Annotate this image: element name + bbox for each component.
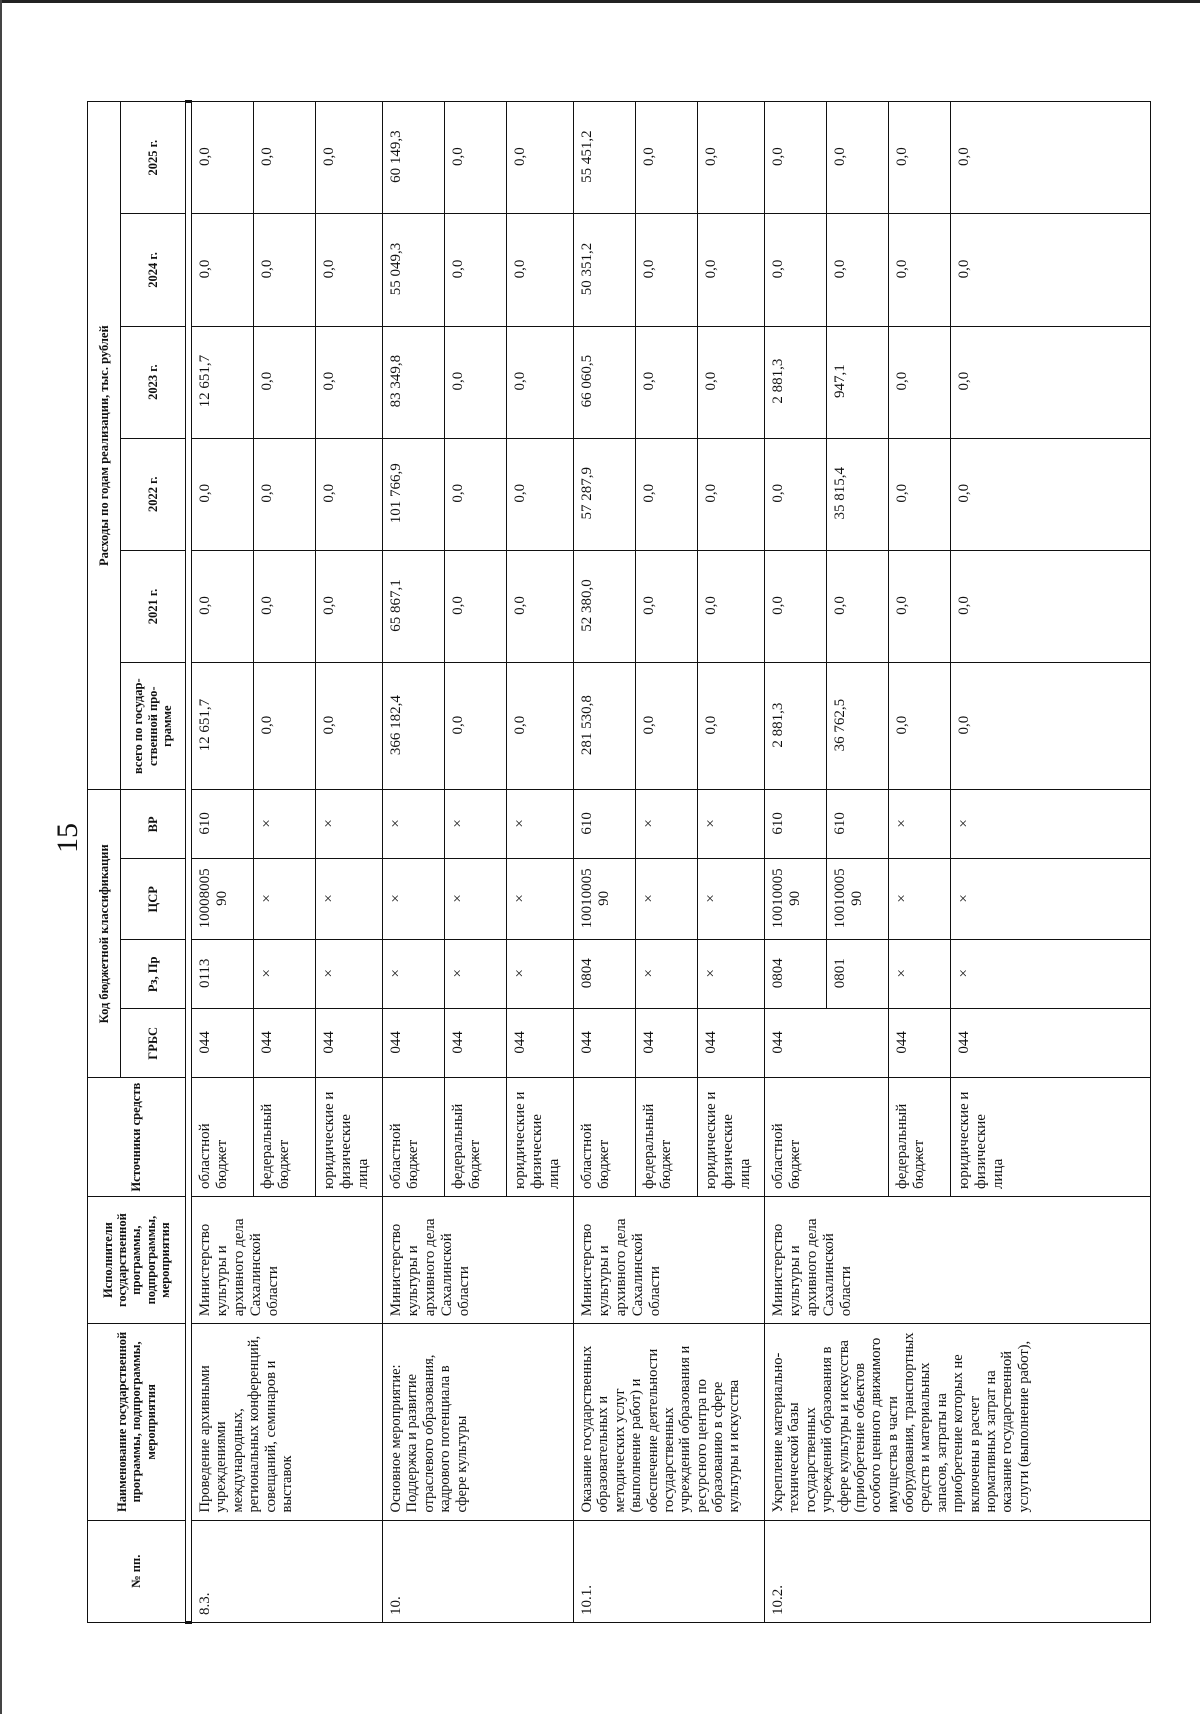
y2021-cell: 0,0: [698, 550, 765, 662]
y2023-cell: 0,0: [507, 326, 574, 438]
y2022-cell: 0,0: [507, 438, 574, 550]
rzpr-cell: 0801: [827, 940, 889, 1009]
row-source: областной бюджет: [574, 1078, 636, 1197]
col-executors-header: Исполнители государственной программы, подпрограммы, мероприятия: [88, 1196, 186, 1323]
y2021-cell: 0,0: [254, 550, 316, 662]
row-name: Проведение архивными учреждениями международных, региональных конференций, совещаний, семинаров и выставок: [192, 1324, 383, 1520]
y2023-cell: 66 060,5: [574, 326, 636, 438]
row-source: юридические и физические лица: [316, 1078, 383, 1197]
row-source: юридические и физические лица: [507, 1078, 574, 1197]
rzpr-cell: ×: [889, 940, 951, 1009]
vr-cell: 610: [192, 790, 254, 859]
scan-top-edge: [0, 0, 1200, 3]
y2023-cell: 0,0: [636, 326, 698, 438]
y2021-cell: 0,0: [636, 550, 698, 662]
row-name: Укрепление материально-технической базы государственных учреждений образования в сфере культуры и искусства (приобретение объектов особого ценного движимого имущества в части оборудования, транспортных средств и материальных запасов, затраты на приобретение которых не включены в расчет нормативных затрат на оказание государственной услуги (выполнение работ),: [765, 1324, 1151, 1520]
rzpr-cell: 0804: [765, 940, 827, 1009]
csr-cell: ×: [951, 859, 1151, 940]
row-executor: Министерство культуры и архивного дела Сахалинской области: [383, 1196, 574, 1323]
y2024-cell: 0,0: [254, 214, 316, 326]
y2023-cell: 0,0: [698, 326, 765, 438]
y2022-cell: 0,0: [254, 438, 316, 550]
y2024-cell: 0,0: [445, 214, 507, 326]
y2025-cell: 0,0: [507, 102, 574, 214]
total-cell: 0,0: [951, 663, 1151, 790]
csr-cell: 10010005 90: [827, 859, 889, 940]
y2024-cell: 0,0: [951, 214, 1151, 326]
y2022-cell: 0,0: [765, 438, 827, 550]
grbs-cell: 044: [254, 1009, 316, 1078]
table-row: [383, 102, 445, 1623]
csr-cell: ×: [507, 859, 574, 940]
y2023-cell: 0,0: [316, 326, 383, 438]
y2022-cell: 35 815,4: [827, 438, 889, 550]
grbs-cell: 044: [574, 1009, 636, 1078]
total-cell: 12 651,7: [192, 663, 254, 790]
col-csr-header: ЦСР: [121, 859, 186, 940]
csr-cell: 10008005 90: [192, 859, 254, 940]
y2024-cell: 55 049,3: [383, 214, 445, 326]
y2024-cell: 0,0: [507, 214, 574, 326]
row-executor: Министерство культуры и архивного дела Сахалинской области: [765, 1196, 1151, 1323]
grbs-cell: 044: [698, 1009, 765, 1078]
y2025-cell: 0,0: [951, 102, 1151, 214]
header-row-1: [88, 102, 121, 1623]
csr-cell: ×: [383, 859, 445, 940]
y2022-cell: 0,0: [636, 438, 698, 550]
y2023-cell: 0,0: [889, 326, 951, 438]
grbs-cell: 044: [316, 1009, 383, 1078]
y2021-cell: 0,0: [507, 550, 574, 662]
csr-cell: ×: [636, 859, 698, 940]
rzpr-cell: ×: [507, 940, 574, 1009]
col-rzpr-header: Рз, Пр: [121, 940, 186, 1009]
grbs-cell: 044: [507, 1009, 574, 1078]
y2023-cell: 2 881,3: [765, 326, 827, 438]
y2021-cell: 52 380,0: [574, 550, 636, 662]
row-source: областной бюджет: [765, 1078, 889, 1197]
y2021-cell: 0,0: [951, 550, 1151, 662]
y2023-cell: 83 349,8: [383, 326, 445, 438]
y2023-cell: 0,0: [254, 326, 316, 438]
total-cell: 0,0: [889, 663, 951, 790]
vr-cell: ×: [636, 790, 698, 859]
grbs-cell: 044: [636, 1009, 698, 1078]
vr-cell: ×: [951, 790, 1151, 859]
total-cell: 2 881,3: [765, 663, 827, 790]
y2021-cell: 0,0: [889, 550, 951, 662]
grbs-cell: 044: [192, 1009, 254, 1078]
y2025-cell: 0,0: [765, 102, 827, 214]
col-2021-header: 2021 г.: [121, 550, 186, 662]
col-2024-header: 2024 г.: [121, 214, 186, 326]
grbs-cell: 044: [889, 1009, 951, 1078]
y2021-cell: 65 867,1: [383, 550, 445, 662]
col-budget-code-header: Код бюджетной классификации: [88, 790, 121, 1078]
y2022-cell: 0,0: [316, 438, 383, 550]
vr-cell: 610: [574, 790, 636, 859]
row-num: 10.2.: [765, 1520, 1151, 1622]
y2025-cell: 0,0: [698, 102, 765, 214]
y2022-cell: 0,0: [889, 438, 951, 550]
grbs-cell: 044: [383, 1009, 445, 1078]
page-number: 15: [51, 823, 84, 853]
col-expenses-header: Расходы по годам реализации, тыс. рублей: [88, 102, 121, 790]
y2021-cell: 0,0: [316, 550, 383, 662]
y2023-cell: 0,0: [445, 326, 507, 438]
y2025-cell: 60 149,3: [383, 102, 445, 214]
vr-cell: ×: [507, 790, 574, 859]
y2025-cell: 0,0: [636, 102, 698, 214]
total-cell: 0,0: [445, 663, 507, 790]
y2023-cell: 0,0: [951, 326, 1151, 438]
row-executor: Министерство культуры и архивного дела Сахалинской области: [192, 1196, 383, 1323]
row-name: Основное мероприятие: Поддержка и развитие отраслевого образования, кадрового потенциала в сфере культуры: [383, 1324, 574, 1520]
y2024-cell: 0,0: [636, 214, 698, 326]
y2024-cell: 0,0: [316, 214, 383, 326]
y2025-cell: 0,0: [445, 102, 507, 214]
vr-cell: ×: [383, 790, 445, 859]
vr-cell: ×: [254, 790, 316, 859]
y2024-cell: 0,0: [827, 214, 889, 326]
csr-cell: ×: [889, 859, 951, 940]
rzpr-cell: ×: [698, 940, 765, 1009]
rzpr-cell: ×: [636, 940, 698, 1009]
csr-cell: 10010005 90: [765, 859, 827, 940]
budget-table: [87, 100, 1151, 1624]
grbs-cell: 044: [765, 1009, 889, 1078]
row-source: федеральный бюджет: [254, 1078, 316, 1197]
total-cell: 36 762,5: [827, 663, 889, 790]
row-num: 10.: [383, 1520, 574, 1622]
col-vr-header: ВР: [121, 790, 186, 859]
y2021-cell: 0,0: [192, 550, 254, 662]
scan-left-edge: [0, 0, 2, 1714]
y2024-cell: 0,0: [889, 214, 951, 326]
y2022-cell: 0,0: [445, 438, 507, 550]
col-name-header: Наименование государственной программы, подпрограммы, мероприятия: [88, 1324, 186, 1520]
row-num: 10.1.: [574, 1520, 765, 1622]
row-name: Оказание государственных образовательных и методических услуг (выполнение работ) и обеспечение деятельности государственных учреждений образования и ресурсного центра по образованию в сфере культуры и искусства: [574, 1324, 765, 1520]
row-source: федеральный бюджет: [445, 1078, 507, 1197]
col-2022-header: 2022 г.: [121, 438, 186, 550]
vr-cell: ×: [445, 790, 507, 859]
csr-cell: ×: [254, 859, 316, 940]
csr-cell: 10010005 90: [574, 859, 636, 940]
y2025-cell: 0,0: [192, 102, 254, 214]
y2024-cell: 0,0: [698, 214, 765, 326]
total-cell: 0,0: [698, 663, 765, 790]
col-sources-header: Источники средств: [88, 1078, 186, 1197]
y2021-cell: 0,0: [827, 550, 889, 662]
rzpr-cell: 0804: [574, 940, 636, 1009]
table-row: [574, 102, 636, 1623]
rzpr-cell: ×: [316, 940, 383, 1009]
total-cell: 0,0: [507, 663, 574, 790]
y2021-cell: 0,0: [765, 550, 827, 662]
vr-cell: ×: [889, 790, 951, 859]
y2024-cell: 0,0: [765, 214, 827, 326]
y2023-cell: 12 651,7: [192, 326, 254, 438]
y2022-cell: 57 287,9: [574, 438, 636, 550]
row-source: юридические и физические лица: [951, 1078, 1151, 1197]
y2022-cell: 101 766,9: [383, 438, 445, 550]
csr-cell: ×: [445, 859, 507, 940]
y2025-cell: 0,0: [254, 102, 316, 214]
rzpr-cell: ×: [383, 940, 445, 1009]
y2021-cell: 0,0: [445, 550, 507, 662]
row-source: юридические и физические лица: [698, 1078, 765, 1197]
y2022-cell: 0,0: [698, 438, 765, 550]
y2022-cell: 0,0: [951, 438, 1151, 550]
y2022-cell: 0,0: [192, 438, 254, 550]
y2025-cell: 55 451,2: [574, 102, 636, 214]
vr-cell: 610: [827, 790, 889, 859]
grbs-cell: 044: [951, 1009, 1151, 1078]
col-2025-header: 2025 г.: [121, 102, 186, 214]
rzpr-cell: 0113: [192, 940, 254, 1009]
rzpr-cell: ×: [445, 940, 507, 1009]
col-num-header: № пп.: [88, 1520, 186, 1622]
total-cell: 366 182,4: [383, 663, 445, 790]
table-row: [192, 102, 254, 1623]
row-num: 8.3.: [192, 1520, 383, 1622]
total-cell: 0,0: [254, 663, 316, 790]
grbs-cell: 044: [445, 1009, 507, 1078]
row-source: областной бюджет: [383, 1078, 445, 1197]
y2025-cell: 0,0: [889, 102, 951, 214]
row-source: федеральный бюджет: [889, 1078, 951, 1197]
vr-cell: ×: [316, 790, 383, 859]
y2023-cell: 947,1: [827, 326, 889, 438]
vr-cell: ×: [698, 790, 765, 859]
rzpr-cell: ×: [951, 940, 1151, 1009]
csr-cell: ×: [316, 859, 383, 940]
y2025-cell: 0,0: [827, 102, 889, 214]
rotated-table-wrapper: [87, 100, 1197, 1624]
y2025-cell: 0,0: [316, 102, 383, 214]
rzpr-cell: ×: [254, 940, 316, 1009]
vr-cell: 610: [765, 790, 827, 859]
row-source: федеральный бюджет: [636, 1078, 698, 1197]
y2024-cell: 0,0: [192, 214, 254, 326]
total-cell: 0,0: [636, 663, 698, 790]
table-row: [765, 102, 827, 1623]
col-total-header: всего по государ-ственной про-грамме: [121, 663, 186, 790]
col-2023-header: 2023 г.: [121, 326, 186, 438]
y2024-cell: 50 351,2: [574, 214, 636, 326]
total-cell: 281 530,8: [574, 663, 636, 790]
total-cell: 0,0: [316, 663, 383, 790]
col-grbs-header: ГРБС: [121, 1009, 186, 1078]
row-source: областной бюджет: [192, 1078, 254, 1197]
row-executor: Министерство культуры и архивного дела Сахалинской области: [574, 1196, 765, 1323]
csr-cell: ×: [698, 859, 765, 940]
